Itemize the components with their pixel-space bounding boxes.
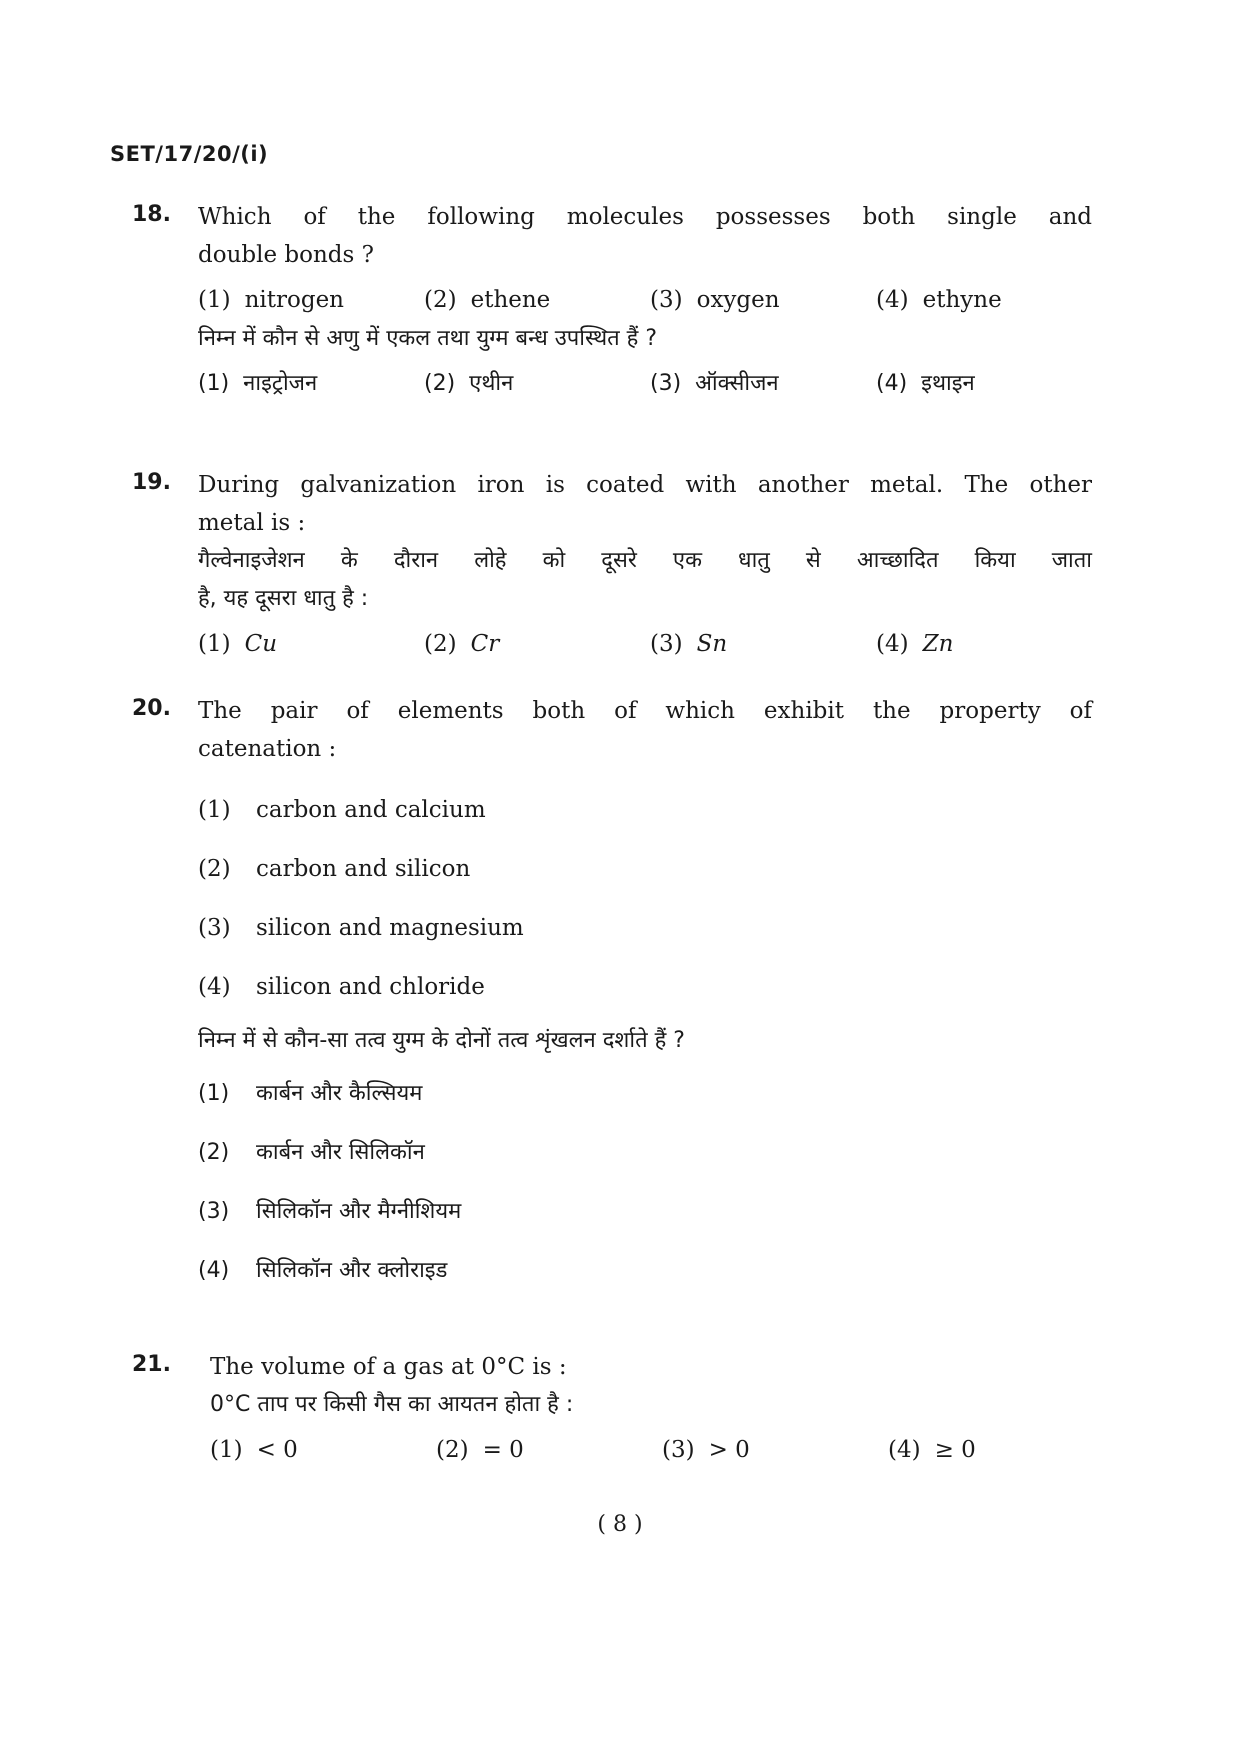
options bbox=[210, 1428, 1092, 1472]
question-number: 19. bbox=[132, 470, 171, 495]
question-21 bbox=[132, 1348, 1092, 1472]
option-3: (3) ऑक्सीजन bbox=[650, 371, 779, 396]
option-4: (4) ethyne bbox=[876, 287, 1002, 313]
option-3: (3) silicon and magnesium bbox=[198, 914, 524, 941]
question-text-hi: 0°C ताप पर किसी गैस का आयतन होता है : bbox=[210, 1392, 574, 1417]
question-text-hi: है, यह दूसरा धातु है : bbox=[198, 586, 369, 611]
question-number: 18. bbox=[132, 202, 171, 227]
option-4: (4) ≥ 0 bbox=[888, 1437, 976, 1463]
question-text-hi: निम्न में कौन से अणु में एकल तथा युग्म बन्ध उपस्थित हैं ? bbox=[198, 326, 658, 351]
options-en bbox=[198, 278, 1092, 322]
option-2: (2) = 0 bbox=[436, 1437, 524, 1463]
option-3: (3) > 0 bbox=[662, 1437, 750, 1463]
question-18 bbox=[132, 198, 1092, 406]
option-3: (3) सिलिकॉन और मैग्नीशियम bbox=[198, 1198, 462, 1224]
question-text-en: The pair of elements both of which exhibit the property of bbox=[198, 698, 1092, 724]
option-4: (4) Zn bbox=[876, 631, 954, 657]
options-hi bbox=[198, 1064, 1092, 1300]
options-hi bbox=[198, 362, 1092, 406]
question-number: 21. bbox=[132, 1352, 171, 1377]
option-1: (1) carbon and calcium bbox=[198, 796, 486, 823]
question-20 bbox=[132, 692, 1092, 1300]
question-19 bbox=[132, 466, 1092, 666]
question-number: 20. bbox=[132, 696, 171, 721]
option-4: (4) सिलिकॉन और क्लोराइड bbox=[198, 1257, 448, 1283]
options bbox=[198, 622, 1092, 666]
option-1: (1) Cu bbox=[198, 631, 278, 657]
question-text-en: The volume of a gas at 0°C is : bbox=[210, 1354, 567, 1380]
option-2: (2) Cr bbox=[424, 631, 500, 657]
option-1: (1) < 0 bbox=[210, 1437, 298, 1463]
set-code: SET/17/20/(i) bbox=[110, 142, 269, 166]
page-number: ( 8 ) bbox=[597, 1512, 643, 1537]
question-text-en: metal is : bbox=[198, 510, 306, 536]
question-text-en: Which of the following molecules possesses both single and bbox=[198, 204, 1092, 230]
option-3: (3) Sn bbox=[650, 631, 728, 657]
question-text-hi: निम्न में से कौन-सा तत्व युग्म के दोनों तत्व शृंखलन दर्शाते हैं ? bbox=[198, 1028, 685, 1053]
option-3: (3) oxygen bbox=[650, 287, 780, 313]
option-2: (2) कार्बन और सिलिकॉन bbox=[198, 1139, 425, 1165]
option-1: (1) नाइट्रोजन bbox=[198, 371, 318, 396]
option-2: (2) ethene bbox=[424, 287, 551, 313]
option-4: (4) इथाइन bbox=[876, 371, 975, 396]
option-1: (1) कार्बन और कैल्सियम bbox=[198, 1080, 423, 1106]
option-1: (1) nitrogen bbox=[198, 287, 344, 313]
option-4: (4) silicon and chloride bbox=[198, 973, 485, 1000]
question-text-en: During galvanization iron is coated with another metal. The other bbox=[198, 472, 1092, 498]
options-en bbox=[198, 780, 1092, 1016]
question-text-hi: गैल्वेनाइजेशन के दौरान लोहे को दूसरे एक धातु से आच्छादित किया जाता bbox=[198, 548, 1092, 573]
question-text-en: catenation : bbox=[198, 736, 337, 762]
option-2: (2) एथीन bbox=[424, 371, 514, 396]
option-2: (2) carbon and silicon bbox=[198, 855, 471, 882]
question-text-en: double bonds ? bbox=[198, 242, 374, 268]
